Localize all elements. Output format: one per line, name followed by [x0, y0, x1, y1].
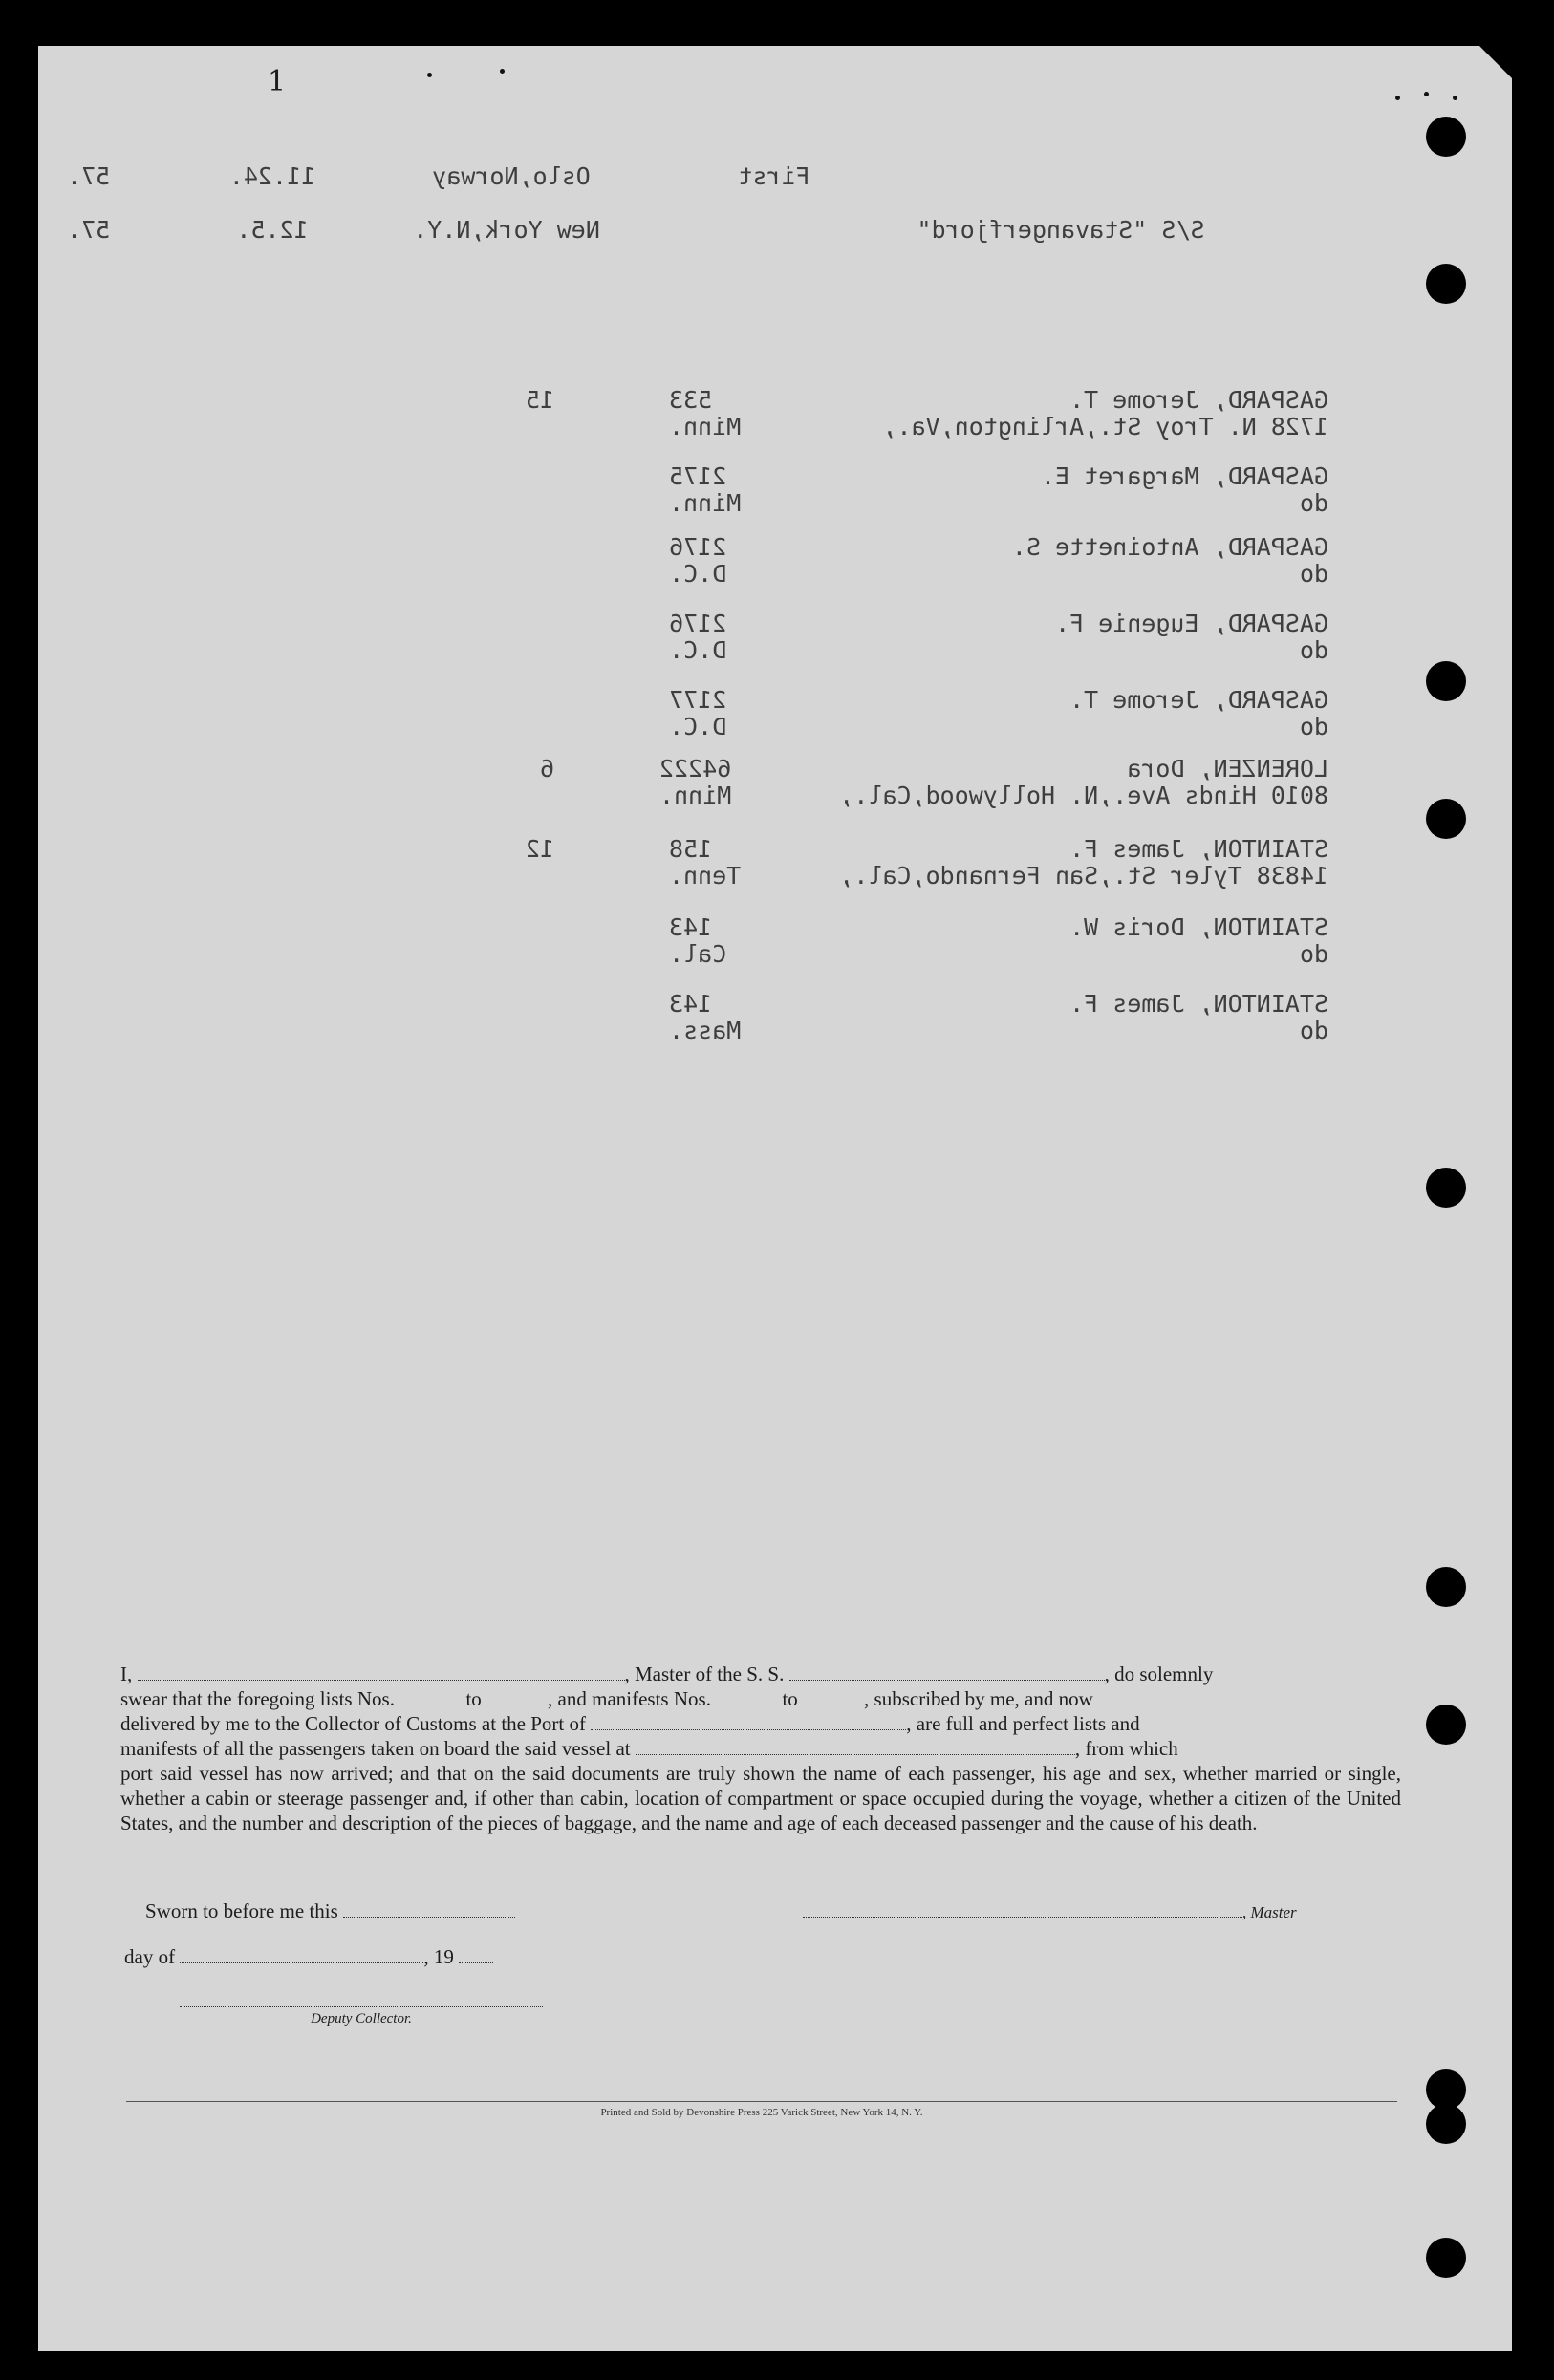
- corner-fold: [1479, 46, 1512, 78]
- speck: [1424, 92, 1429, 96]
- passenger-num: 64222: [659, 755, 732, 783]
- oath-manifests-of: manifests of all the passengers taken on board the said vessel at: [120, 1737, 631, 1760]
- oath-subscribed: , subscribed by me, and now: [864, 1687, 1093, 1710]
- oath-do-solemnly: , do solemnly: [1104, 1662, 1214, 1685]
- passenger-num: 143: [669, 990, 713, 1018]
- passenger-num: 533: [669, 386, 713, 414]
- passenger-address: do: [1299, 713, 1328, 740]
- passenger-state: Cal.: [669, 940, 727, 968]
- passenger-name: GASPARD, Antoinette S.: [1011, 533, 1328, 561]
- binder-hole: [1426, 661, 1466, 701]
- sworn-to-label: Sworn to before me this: [145, 1899, 338, 1922]
- speck: [1395, 96, 1400, 100]
- manifest-sheet: [38, 46, 1512, 2351]
- passenger-num: 2176: [669, 533, 727, 561]
- oath-to: to: [465, 1687, 482, 1710]
- passenger-address: 1728 N. Troy St.,Arlington,Va.,: [882, 413, 1328, 440]
- list-from-blank[interactable]: [399, 1687, 461, 1705]
- oath-and-manifests: , and manifests Nos.: [548, 1687, 711, 1710]
- list-to-blank[interactable]: [486, 1687, 548, 1705]
- day-of-line: [124, 1945, 493, 1969]
- oath-swear: swear that the foregoing lists Nos.: [120, 1687, 395, 1710]
- passenger-col: 15: [525, 386, 554, 414]
- oath-are-full: , are full and perfect lists and: [906, 1712, 1140, 1735]
- passenger-name: STAINTON, Doris W.: [1069, 913, 1328, 941]
- oath-i: I,: [120, 1662, 133, 1685]
- speck: [427, 73, 432, 77]
- manifest-to-blank[interactable]: [803, 1687, 864, 1705]
- oath-from-which: , from which: [1074, 1737, 1178, 1760]
- passenger-state: D.C.: [669, 636, 727, 664]
- vessel-port-blank[interactable]: [636, 1737, 1075, 1755]
- passenger-name: GASPARD, Margaret E.: [1040, 462, 1328, 490]
- passenger-name: STAINTON, James F.: [1069, 835, 1328, 863]
- binder-hole: [1426, 1567, 1466, 1607]
- binder-hole: [1426, 2104, 1466, 2144]
- page-number: 1: [268, 65, 287, 98]
- header-class: First: [738, 162, 810, 190]
- printer-imprint: Printed and Sold by Devonshire Press 225 Varick Street, New York 14, N. Y.: [600, 2107, 923, 2118]
- passenger-state: Mass.: [669, 1017, 742, 1044]
- binder-hole: [1426, 799, 1466, 839]
- binder-hole: [1426, 2238, 1466, 2278]
- speck: [1453, 96, 1457, 100]
- passenger-name: GASPARD, Eugenie F.: [1055, 610, 1328, 637]
- deputy-collector-label: Deputy Collector.: [180, 2006, 543, 2027]
- header-date-2: 12.5.: [236, 216, 309, 244]
- oath-body: port said vessel has now arrived; and that on the said documents are truly shown the name of each passenger, his age and sex, whether married or single, whether a cabin or steerage passenger and, if other than cabin, location of compartment or space occupied during the voyage, whether a citizen of the United States, and the number and description of the pieces of baggage, and the name and age of each deceased passenger and the cause of his death.: [120, 1762, 1401, 1834]
- sworn-line: [145, 1899, 515, 1923]
- year-blank[interactable]: [459, 1945, 493, 1963]
- passenger-num: 143: [669, 913, 713, 941]
- sworn-date-blank[interactable]: [343, 1899, 515, 1918]
- passenger-col: 12: [525, 835, 554, 863]
- oath-delivered: delivered by me to the Collector of Customs at the Port of: [120, 1712, 586, 1735]
- oath-to-2: to: [782, 1687, 798, 1710]
- passenger-address: do: [1299, 940, 1328, 968]
- passenger-address: do: [1299, 1017, 1328, 1044]
- master-signature-line: [803, 1899, 1297, 1923]
- day-of-label: day of: [124, 1945, 176, 1968]
- master-name-blank[interactable]: [138, 1662, 625, 1681]
- speck: [500, 69, 505, 74]
- passenger-name: GASPARD, Jerome T.: [1069, 686, 1328, 714]
- binder-hole: [1426, 1705, 1466, 1745]
- binder-hole: [1426, 264, 1466, 304]
- passenger-address: 14838 Tyler St.,San Fernando,Cal.,: [839, 862, 1328, 890]
- passenger-num: 2177: [669, 686, 727, 714]
- ship-name-blank[interactable]: [789, 1662, 1105, 1681]
- port-blank[interactable]: [591, 1712, 906, 1730]
- passenger-col: 6: [539, 755, 554, 783]
- header-port-1: Oslo,Norway: [432, 162, 591, 190]
- binder-hole: [1426, 117, 1466, 157]
- header-port-2: New York,N.Y.: [413, 216, 600, 244]
- passenger-address: 8010 Hinds Ave.,N. Hollywood,Cal.,: [839, 782, 1328, 809]
- passenger-name: STAINTON, James F.: [1069, 990, 1328, 1018]
- header-ship: S/S "Stavangerfjord": [917, 216, 1205, 244]
- passenger-state: Tenn.: [669, 862, 742, 890]
- header-date-1: 11.24.: [228, 162, 316, 190]
- passenger-num: 2176: [669, 610, 727, 637]
- master-label: , Master: [1242, 1903, 1297, 1921]
- passenger-num: 2175: [669, 462, 727, 490]
- oath-master-of: , Master of the S. S.: [624, 1662, 785, 1685]
- passenger-address: do: [1299, 636, 1328, 664]
- passenger-num: 158: [669, 835, 713, 863]
- passenger-address: do: [1299, 560, 1328, 588]
- header-year-2: 57.: [67, 216, 111, 244]
- year-prefix: , 19: [423, 1945, 454, 1968]
- master-signature-blank[interactable]: [803, 1899, 1242, 1918]
- manifest-from-blank[interactable]: [716, 1687, 777, 1705]
- oath-block: [120, 1662, 1401, 1835]
- passenger-state: Minn.: [669, 489, 742, 517]
- footer-rule: [126, 2101, 1397, 2102]
- passenger-state: Minn.: [659, 782, 732, 809]
- header-year-1: 57.: [67, 162, 111, 190]
- passenger-state: D.C.: [669, 560, 727, 588]
- day-of-blank[interactable]: [180, 1945, 423, 1963]
- passenger-state: D.C.: [669, 713, 727, 740]
- passenger-name: GASPARD, Jerome T.: [1069, 386, 1328, 414]
- passenger-address: do: [1299, 489, 1328, 517]
- passenger-state: Minn.: [669, 413, 742, 440]
- binder-hole: [1426, 1168, 1466, 1208]
- passenger-name: LORENZEN, Dora: [1127, 755, 1328, 783]
